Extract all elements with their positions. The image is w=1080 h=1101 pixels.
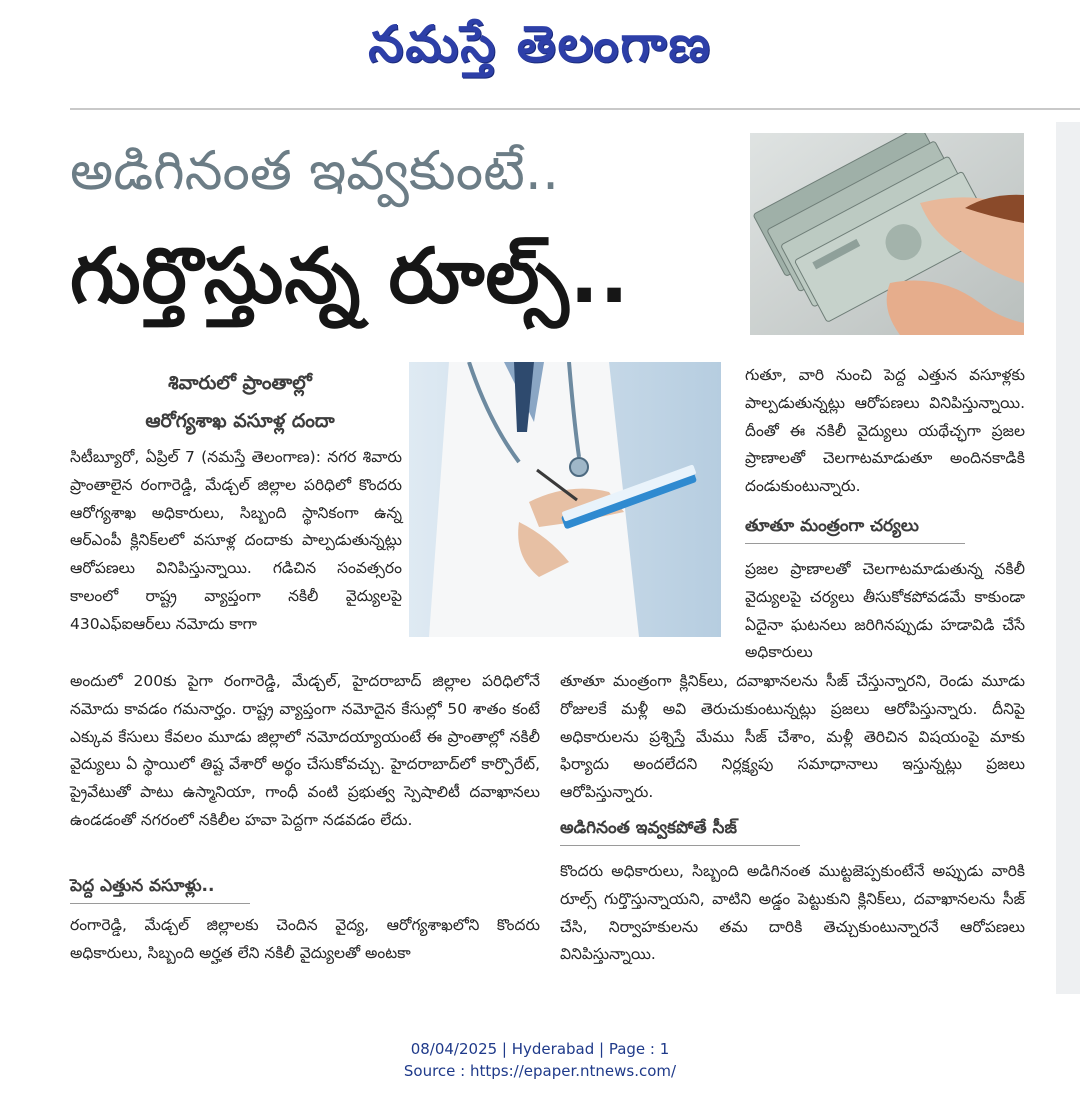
article-deck	[80, 364, 400, 440]
money-illustration	[750, 133, 1024, 335]
footer-source-line[interactable]: Source : https://epaper.ntnews.com/	[403, 1062, 677, 1080]
page-edge-strip	[1056, 122, 1080, 994]
paragraph-4	[560, 858, 1025, 969]
page-footer	[0, 1038, 1080, 1082]
paragraph-2-text: రంగారెడ్డి, మేడ్చల్ జిల్లాలకు చెందిన వైద్య, ఆరోగ్యశాఖలోని కొందరు అధికారులు, సిబ్బంది అర్హత లేని నకిలీ వైద్యులతో అంటకా	[70, 916, 540, 962]
footer-date-line: 08/04/2025 | Hyderabad | Page : 1	[410, 1040, 670, 1058]
deck-line-1: శివారులో ప్రాంతాల్లో	[168, 372, 312, 394]
article-headline: గుర్తొస్తున్న రూల్స్..	[70, 231, 630, 320]
subhead-adigina: అడిగినంత ఇవ్వకపోతే సీజ్	[560, 814, 800, 846]
subhead-thootha: తూతూ మంత్రంగా చర్యలు	[745, 512, 965, 544]
doctor-photo	[409, 362, 721, 637]
paragraph-2-continued	[745, 362, 1025, 501]
deck-line-2: ఆరోగ్యశాఖ వసూళ్ల దందా	[145, 410, 335, 432]
paragraph-1-continued	[70, 668, 540, 835]
paragraph-3	[745, 556, 1025, 667]
article-kicker: అడిగినంత ఇవ్వకుంటే..	[70, 139, 560, 202]
paragraph-3-text: ప్రజల ప్రాణాలతో చెలగాటమాడుతున్న నకిలీ వైద్యులపై చర్యలు తీసుకోకపోవడమే కాకుండా ఏదైనా ఘటనలు జరిగినప్పుడు హడావిడి చేసే అధికారులు	[745, 560, 1025, 662]
masthead-divider	[70, 108, 1080, 110]
paragraph-4-text: కొందరు అధికారులు, సిబ్బంది అడిగినంత ముట్టజెప్పకుంటేనే అప్పుడు వారికి రూల్స్ గుర్తొస్తున్నాయని, వాటిని అడ్డం పెట్టుకుని క్లినిక్‌లు, దవాఖానలను సీజ్ చేసి, నిర్వాహకులను తమ దారికి తెచ్చుకుంటున్నారనే ఆరోపణలు వినిపిస్తున్నాయి.	[560, 862, 1025, 964]
paragraph-1	[70, 444, 402, 639]
paragraph-3-cont-text: తూతూ మంత్రంగా క్లినిక్‌లు, దవాఖానలను సీజ్ చేస్తున్నారని, రెండు మూడు రోజులకే మళ్లీ అవి తెరుచుకుంటున్నట్లు ప్రజలు ఆరోపిస్తున్నారు. దీనిపై అధికారులను ప్రశ్నిస్తే మేము సీజ్ చేశాం, మళ్లీ తెరిచిన విషయంపై మాకు ఫిర్యాదు అందలేదని నిర్లక్ష్యపు సమాధానాలు ఇస్తున్నట్లు ప్రజలు ఆరోపిస్తున్నారు.	[560, 672, 1025, 802]
paragraph-1-text: సిటీబ్యూరో, ఏప్రిల్ 7 (నమస్తే తెలంగాణ): నగర శివారు ప్రాంతాలైన రంగారెడ్డి, మేడ్చల్ జిల్లాల పరిధిలో కొందరు ఆరోగ్యశాఖ అధికారులు, సిబ్బంది స్థానికంగా ఉన్న ఆర్‌ఎంపీ క్లినిక్‌లలో వసూళ్ల దందాకు పాల్పడుతున్నట్లు ఆరోపణలు వినిపిస్తున్నాయి. గడిచిన సంవత్సరం కాలంలో రాష్ట్ర వ్యాప్తంగా నకిలీ వైద్యులపై 430ఎఫ్ఐఆర్‌లు నమోదు కాగా	[70, 448, 402, 633]
subhead-peddha: పెద్ద ఎత్తున వసూళ్లు..	[70, 872, 250, 904]
paragraph-2-cont-text: గుతూ, వారి నుంచి పెద్ద ఎత్తున వసూళ్లకు పాల్పడుతున్నట్లు ఆరోపణలు వినిపిస్తున్నాయి. దీంతో ఈ నకిలీ వైద్యులు యథేచ్ఛగా ప్రజల ప్రాణాలతో చెలగాటమాడుతూ అందినకాడికి దండుకుంటున్నారు.	[745, 366, 1025, 496]
doctor-illustration	[409, 362, 721, 637]
paragraph-2	[70, 912, 540, 968]
money-photo	[750, 133, 1024, 335]
masthead-logo: నమస్తే తెలంగాణ	[368, 14, 712, 73]
paragraph-3-continued	[560, 668, 1025, 807]
paragraph-1-cont-text: అందులో 200కు పైగా రంగారెడ్డి, మేడ్చల్, హైదరాబాద్ జిల్లాల పరిధిలోనే నమోదు కావడం గమనార్హం. రాష్ట్ర వ్యాప్తంగా నమోదైన కేసుల్లో 50 శాతం కంటే ఎక్కువ కేసులు కేవలం మూడు జిల్లాలో నమోదయ్యాయంటే ఈ ప్రాంతాల్లో నకిలీ వైద్యులు ఏ స్థాయిలో తిష్ట వేశారో అర్థం చేసుకోవచ్చు. హైదరాబాద్‌లో కార్పొరేట్, ప్రైవేటుతో పాటు ఉస్మానియా, గాంధీ వంటి ప్రభుత్వ స్పెషాలిటీ దవాఖానలు ఉండడంతో నగరంలో నకిలీల హవా పెద్దగా నడవడం లేదు.	[70, 672, 540, 829]
masthead	[0, 2, 1080, 86]
